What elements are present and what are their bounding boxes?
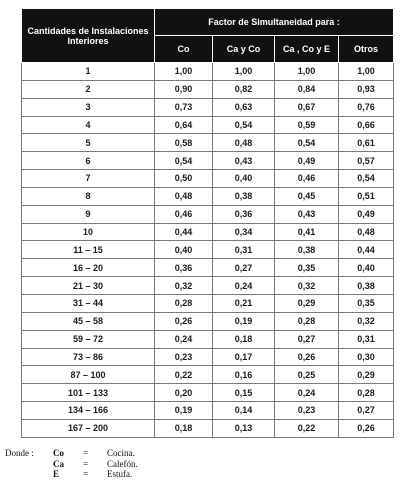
factor-value-cell: 0,32 [155, 277, 213, 295]
row-label-cell: 101 – 133 [22, 384, 155, 402]
factor-value-cell: 1,00 [275, 63, 339, 81]
table-body [22, 63, 394, 438]
factor-value-cell: 0,35 [339, 294, 394, 312]
column-header-otros: Otros [339, 36, 394, 63]
factor-value-cell: 0,50 [155, 170, 213, 188]
legend-symbol: E [53, 469, 60, 479]
table-row [22, 419, 394, 437]
factor-value-cell: 0,84 [275, 80, 339, 98]
row-label-cell: 4 [22, 116, 155, 134]
legend-row [5, 459, 138, 470]
factor-value-cell: 0,34 [213, 223, 275, 241]
factor-value-cell: 0,82 [213, 80, 275, 98]
factor-value-cell: 0,32 [275, 277, 339, 295]
table-row [22, 259, 394, 277]
row-label-cell: 73 – 86 [22, 348, 155, 366]
factor-value-cell: 0,26 [155, 312, 213, 330]
factor-value-cell: 0,29 [339, 366, 394, 384]
table-row [22, 170, 394, 188]
simultaneity-factor-table-container [21, 8, 393, 438]
legend-description: Cocina. [107, 448, 135, 458]
factor-value-cell: 0,18 [155, 419, 213, 437]
factor-value-cell: 0,15 [213, 384, 275, 402]
factor-value-cell: 0,40 [213, 170, 275, 188]
row-label-cell: 11 – 15 [22, 241, 155, 259]
factor-value-cell: 0,20 [155, 384, 213, 402]
factor-value-cell: 1,00 [213, 63, 275, 81]
factor-value-cell: 0,36 [155, 259, 213, 277]
factor-value-cell: 0,16 [213, 366, 275, 384]
legend-symbol: Ca [53, 458, 64, 469]
row-label-cell: 6 [22, 152, 155, 170]
legend-row [5, 469, 138, 480]
factor-value-cell: 0,26 [339, 419, 394, 437]
legend-equals: = [83, 448, 89, 458]
factor-value-cell: 0,44 [339, 241, 394, 259]
factor-value-cell: 0,44 [155, 223, 213, 241]
factor-value-cell: 0,54 [275, 134, 339, 152]
factor-value-cell: 0,54 [339, 170, 394, 188]
factor-value-cell: 0,48 [213, 134, 275, 152]
factor-value-cell: 0,43 [213, 152, 275, 170]
factor-value-cell: 0,54 [213, 116, 275, 134]
table-row [22, 294, 394, 312]
legend-row [5, 448, 138, 459]
table-row [22, 312, 394, 330]
factor-value-cell: 0,23 [275, 402, 339, 420]
factor-value-cell: 0,21 [213, 294, 275, 312]
factor-value-cell: 0,31 [213, 241, 275, 259]
factor-value-cell: 0,24 [275, 384, 339, 402]
row-label-cell: 10 [22, 223, 155, 241]
table-row [22, 152, 394, 170]
factor-value-cell: 1,00 [155, 63, 213, 81]
factor-value-cell: 0,46 [155, 205, 213, 223]
factor-value-cell: 0,14 [213, 402, 275, 420]
row-label-cell: 134 – 166 [22, 402, 155, 420]
factor-value-cell: 0,28 [339, 384, 394, 402]
factor-value-cell: 0,38 [213, 187, 275, 205]
simultaneity-factor-table [21, 8, 394, 438]
legend-equals: = [83, 458, 89, 469]
factor-value-cell: 0,29 [275, 294, 339, 312]
factor-value-cell: 0,32 [339, 312, 394, 330]
factor-value-cell: 0,40 [155, 241, 213, 259]
row-label-cell: 3 [22, 98, 155, 116]
factor-value-cell: 0,49 [339, 205, 394, 223]
table-row [22, 116, 394, 134]
factor-value-cell: 0,13 [213, 419, 275, 437]
row-label-cell: 31 – 44 [22, 294, 155, 312]
factor-value-cell: 0,27 [275, 330, 339, 348]
row-label-cell: 7 [22, 170, 155, 188]
row-label-cell: 16 – 20 [22, 259, 155, 277]
factor-value-cell: 0,54 [155, 152, 213, 170]
factor-value-cell: 0,38 [339, 277, 394, 295]
factor-value-cell: 0,31 [339, 330, 394, 348]
factor-value-cell: 0,48 [155, 187, 213, 205]
table-row [22, 134, 394, 152]
table-row [22, 205, 394, 223]
table-row [22, 384, 394, 402]
factor-value-cell: 0,64 [155, 116, 213, 134]
factor-value-cell: 0,30 [339, 348, 394, 366]
factor-value-cell: 0,49 [275, 152, 339, 170]
row-label-cell: 5 [22, 134, 155, 152]
row-label-cell: 2 [22, 80, 155, 98]
factor-value-cell: 0,66 [339, 116, 394, 134]
group-header-cell [155, 9, 394, 36]
factor-value-cell: 0,93 [339, 80, 394, 98]
legend-description: Calefón. [107, 458, 138, 469]
factor-value-cell: 0,36 [213, 205, 275, 223]
factor-value-cell: 0,67 [275, 98, 339, 116]
factor-value-cell: 0,22 [155, 366, 213, 384]
factor-value-cell: 0,25 [275, 366, 339, 384]
table-row [22, 223, 394, 241]
header-row-top [22, 9, 394, 36]
column-header-ca-co: Ca y Co [213, 36, 275, 63]
table-row [22, 330, 394, 348]
factor-value-cell: 0,59 [275, 116, 339, 134]
factor-value-cell: 0,27 [213, 259, 275, 277]
table-row [22, 98, 394, 116]
factor-value-cell: 0,19 [213, 312, 275, 330]
legend-prefix: Donde : [5, 448, 34, 458]
row-label-cell: 9 [22, 205, 155, 223]
table-row [22, 277, 394, 295]
factor-value-cell: 0,63 [213, 98, 275, 116]
column-header-ca-co-e: Ca , Co y E [275, 36, 339, 63]
factor-value-cell: 0,27 [339, 402, 394, 420]
factor-value-cell: 0,24 [213, 277, 275, 295]
factor-value-cell: 0,48 [339, 223, 394, 241]
factor-value-cell: 0,43 [275, 205, 339, 223]
factor-value-cell: 0,58 [155, 134, 213, 152]
factor-value-cell: 0,38 [275, 241, 339, 259]
table-row [22, 348, 394, 366]
table-row [22, 241, 394, 259]
factor-value-cell: 0,40 [339, 259, 394, 277]
factor-value-cell: 0,76 [339, 98, 394, 116]
factor-value-cell: 0,35 [275, 259, 339, 277]
table-row [22, 80, 394, 98]
factor-value-cell: 0,22 [275, 419, 339, 437]
row-label-cell: 167 – 200 [22, 419, 155, 437]
legend-equals: = [83, 469, 89, 479]
factor-value-cell: 0,23 [155, 348, 213, 366]
row-header-label: Cantidades de Instalaciones Interiores [27, 25, 149, 46]
table-row [22, 187, 394, 205]
factor-value-cell: 0,24 [155, 330, 213, 348]
factor-value-cell: 0,19 [155, 402, 213, 420]
factor-value-cell: 0,28 [155, 294, 213, 312]
column-header-co: Co [155, 36, 213, 63]
row-label-cell: 45 – 58 [22, 312, 155, 330]
legend-notes [5, 448, 138, 480]
factor-value-cell: 0,41 [275, 223, 339, 241]
table-row [22, 402, 394, 420]
row-label-cell: 59 – 72 [22, 330, 155, 348]
factor-value-cell: 0,57 [339, 152, 394, 170]
factor-value-cell: 0,17 [213, 348, 275, 366]
factor-value-cell: 0,51 [339, 187, 394, 205]
factor-value-cell: 0,90 [155, 80, 213, 98]
factor-value-cell: 0,61 [339, 134, 394, 152]
factor-value-cell: 0,46 [275, 170, 339, 188]
row-label-cell: 87 – 100 [22, 366, 155, 384]
row-label-cell: 1 [22, 63, 155, 81]
table-row [22, 63, 394, 81]
factor-value-cell: 0,28 [275, 312, 339, 330]
row-label-cell: 8 [22, 187, 155, 205]
factor-value-cell: 1,00 [339, 63, 394, 81]
row-label-cell: 21 – 30 [22, 277, 155, 295]
factor-value-cell: 0,45 [275, 187, 339, 205]
table-row [22, 366, 394, 384]
group-header-label: Factor de Simultaneidad para : [208, 17, 340, 27]
factor-value-cell: 0,73 [155, 98, 213, 116]
legend-description: Estufa. [107, 469, 133, 479]
factor-value-cell: 0,18 [213, 330, 275, 348]
row-header-cell [22, 9, 155, 63]
legend-symbol: Co [53, 448, 64, 458]
factor-value-cell: 0,26 [275, 348, 339, 366]
